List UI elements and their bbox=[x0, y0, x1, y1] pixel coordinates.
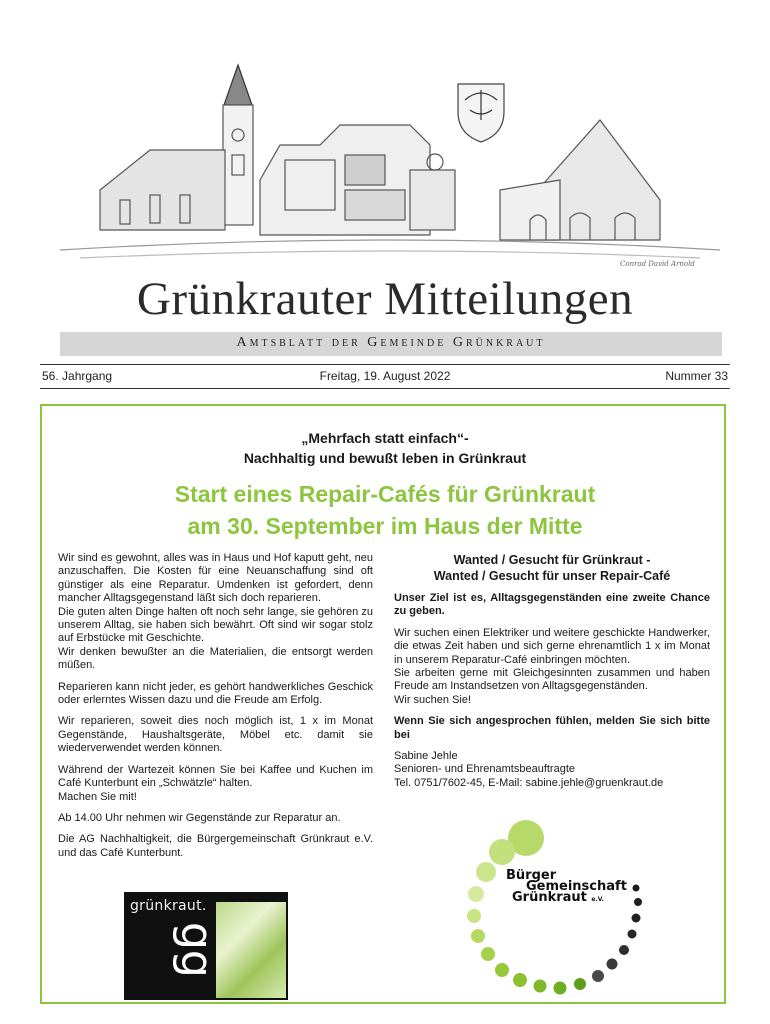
contact-role: Senioren- und Ehrenamtsbeauftragte bbox=[394, 763, 576, 776]
bg-logo-line-3: Grünkraut bbox=[512, 890, 587, 905]
volume-label: 56. Jahrgang bbox=[42, 369, 113, 383]
gruenkraut-logo-panel bbox=[216, 902, 286, 998]
goal-text: Unser Ziel ist es, Alltagsgegenständen eine zweite Chance zu geben. bbox=[394, 592, 710, 618]
masthead-subtitle-bar bbox=[60, 332, 722, 356]
masthead-title: Grünkrauter Mitteilungen bbox=[136, 273, 634, 325]
meta-rule-bottom bbox=[40, 388, 730, 389]
date-label: Freitag, 19. August 2022 bbox=[319, 369, 451, 383]
wanted-title bbox=[394, 552, 710, 584]
gruenkraut-logo-mark: gg bbox=[171, 922, 222, 978]
buergergemeinschaft-logo-text bbox=[506, 870, 627, 905]
issue-label: Nummer 33 bbox=[665, 369, 728, 383]
contact-name: Sabine Jehle bbox=[394, 750, 458, 763]
buergergemeinschaft-logo bbox=[462, 818, 662, 1000]
kicker-line-1: „Mehrfach statt einfach“- bbox=[301, 430, 469, 446]
headline-line-1: Start eines Repair-Cafés für Grünkraut bbox=[174, 481, 596, 507]
wanted-title-line-2: Wanted / Gesucht für unser Repair-Café bbox=[433, 569, 671, 583]
right-column bbox=[394, 552, 710, 790]
masthead-illustration bbox=[60, 60, 720, 280]
paragraph: Reparieren kann nicht jeder, es gehört handwerkliches Geschick oder erlerntes Wissen dazu und die Freude am Erfolg. bbox=[58, 680, 373, 707]
article-kicker bbox=[40, 428, 730, 468]
artist-signature: Conrad David Arnold bbox=[620, 260, 695, 268]
bg-logo-line-1: Bürger bbox=[506, 868, 557, 883]
kicker-line-2: Nachhaltig und bewußt leben in Grünkraut bbox=[243, 450, 527, 466]
paragraph: Die AG Nachhaltigkeit, die Bürgergemeinschaft Grünkraut e.V. und das Café Kunterbunt. bbox=[58, 833, 373, 859]
contact-phone-email: Tel. 0751/7602-45, E-Mail: sabine.jehle@gruenkraut.de bbox=[394, 776, 664, 789]
gruenkraut-logo bbox=[124, 892, 288, 1000]
meta-rule-top bbox=[40, 364, 730, 365]
dotted-circle-icon bbox=[462, 818, 662, 1000]
search-text: Wir suchen einen Elektriker und weitere geschickte Handwerker, die etwas Zeit haben und sich gerne ehrenamtlich 1 x im Monat in unserem Reparatur-Café einbringen möchten. Sie arbeiten gerne mit Gleichgesinnten zusammen und haben Freude am Instandsetzen von Alltagsgegenständen. Wir suchen Sie! bbox=[394, 626, 710, 706]
headline-line-2: am 30. September im Haus der Mitte bbox=[187, 513, 583, 539]
paragraph: Wir sind es gewohnt, alles was in Haus und Hof kaputt geht, neu anzuschaffen. Die Kosten für eine Neuanschaffung sind oft günstiger als eine Reparatur. Umdenken ist gefordert, denn mancher Alltagsgegenstand läßt sich doch reparieren. Die guten alten Dinge halten oft noch sehr lange, sie gehören zu unserem Alltag, sie haben sich bewährt. Oft sind wir sogar stolz auf Erbstücke mit Geschichte. Wir denken bewußter an die Materialien, die entsorgt werden müßen. bbox=[58, 552, 373, 672]
article-headline bbox=[40, 478, 730, 542]
bg-logo-suffix: e.V. bbox=[591, 896, 604, 903]
gruenkraut-logo-text: grünkraut. bbox=[130, 898, 207, 914]
paragraph: Während der Wartezeit können Sie bei Kaffee und Kuchen im Café Kunterbunt ein „Schwätzle“ halten. Machen Sie mit! bbox=[58, 763, 373, 803]
bg-logo-line-2: Gemeinschaft bbox=[526, 879, 627, 894]
masthead-subtitle: Amtsblatt der Gemeinde Grünkraut bbox=[236, 335, 546, 350]
paragraph: Wir reparieren, soweit dies noch möglich ist, 1 x im Monat Gegenstände, Haushaltsgeräte, Möbel etc. damit sie wiederverwendet werden können. bbox=[58, 715, 373, 755]
paragraph: Ab 14.00 Uhr nehmen wir Gegenstände zur Reparatur an. bbox=[58, 811, 341, 824]
contact-call: Wenn Sie sich angesprochen fühlen, melden Sie sich bitte bei bbox=[394, 715, 710, 741]
left-column bbox=[58, 552, 373, 868]
wanted-title-line-1: Wanted / Gesucht für Grünkraut - bbox=[453, 553, 651, 567]
